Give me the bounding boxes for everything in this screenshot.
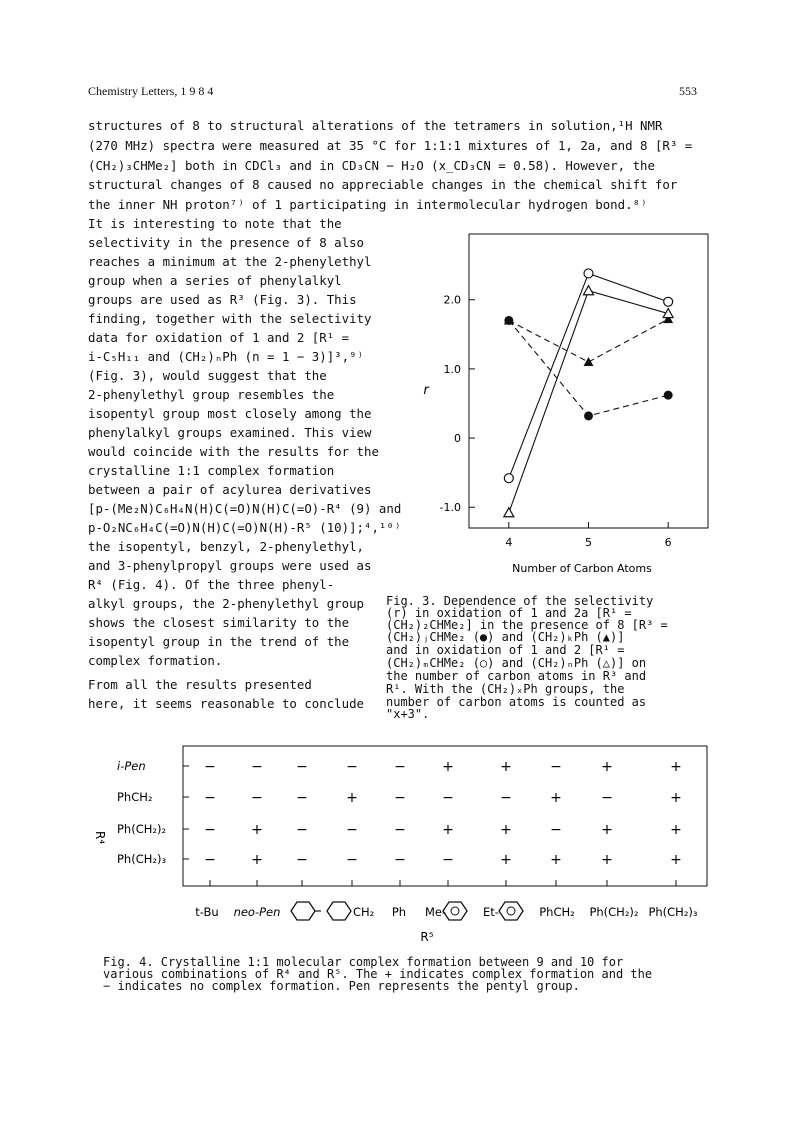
text-line: reaches a minimum at the 2-phenylethyl — [88, 254, 372, 269]
grid-cell: − — [346, 759, 358, 775]
grid-cell: − — [296, 822, 308, 838]
data-point — [663, 314, 673, 323]
fig3-frame — [469, 234, 708, 528]
grid-cell: + — [601, 759, 613, 775]
text-line: structures of 8 to structural alterations of the tetramers in solution,¹H NMR — [88, 118, 663, 133]
journal-header: Chemistry Letters, 1 9 8 4 — [88, 84, 214, 98]
fig3-xlabel: Number of Carbon Atoms — [512, 562, 652, 575]
text-line: would coincide with the results for the — [88, 444, 379, 459]
text-line: 2-phenylethyl group resembles the — [88, 387, 335, 402]
data-point — [584, 269, 593, 278]
text-line: phenylalkyl groups examined. This view — [88, 425, 372, 440]
y-tick-label: 1.0 — [443, 362, 461, 376]
caption-line: various combinations of R⁴ and R⁵. The + indicates complex formation and the — [103, 967, 653, 981]
caption-line: Fig. 4. Crystalline 1:1 molecular complex formation between 9 and 10 for — [103, 955, 624, 969]
col-label-phch23: Ph(CH₂)₃ — [648, 905, 698, 919]
grid-cell: − — [296, 759, 308, 775]
data-point — [504, 474, 513, 483]
text-line: (Fig. 3), would suggest that the — [88, 368, 327, 383]
grid-cell: + — [251, 852, 263, 868]
text-line: crystalline 1:1 complex formation — [88, 463, 335, 478]
grid-cell: − — [346, 852, 358, 868]
text-line: the isopentyl, benzyl, 2-phenylethyl, — [88, 539, 365, 554]
caption-line: (r) in oxidation of 1 and 2a [R¹ = — [386, 606, 632, 620]
series-line — [509, 273, 668, 478]
grid-cell: − — [204, 852, 216, 868]
text-line: selectivity in the presence of 8 also — [88, 235, 365, 250]
grid-cell: − — [296, 790, 308, 806]
caption-line: and in oxidation of 1 and 2 [R¹ = — [386, 643, 625, 657]
row-label: i-Pen — [117, 759, 146, 773]
grid-cell: + — [500, 852, 512, 868]
col-label-phch22: Ph(CH₂)₂ — [589, 905, 639, 919]
text-line: isopentyl group in the trend of the — [88, 634, 350, 649]
text-line: isopentyl group most closely among the — [88, 406, 372, 421]
grid-cell: − — [346, 822, 358, 838]
grid-cell: − — [394, 759, 406, 775]
row-label: Ph(CH₂)₂ — [117, 822, 167, 836]
cyclohexyl-icon — [291, 902, 321, 920]
series-line — [509, 319, 668, 362]
grid-cell: − — [601, 790, 613, 806]
text-line: alkyl groups, the 2-phenylethyl group — [88, 596, 365, 611]
col-label-neopen: neo-Pen — [233, 905, 281, 919]
series-line — [509, 320, 668, 415]
fig4-xlabel: R⁵ — [420, 930, 434, 944]
grid-cell: + — [670, 822, 682, 838]
caption-line: − indicates no complex formation. Pen represents the pentyl group. — [103, 979, 580, 993]
text-line: p-O₂NC₆H₄C(=O)N(H)C(=O)N(H)-R⁵ (10)];⁴,¹⁰⁾ — [88, 520, 402, 535]
grid-cell: + — [670, 790, 682, 806]
grid-cell: + — [251, 822, 263, 838]
data-point — [504, 508, 514, 517]
x-tick-label: 5 — [585, 536, 592, 549]
text-line: groups are used as R³ (Fig. 3). This — [88, 292, 357, 307]
data-point — [504, 315, 514, 324]
caption-line: (CH₂)ⱼCHMe₂ (●) and (CH₂)ₖPh (▲)] — [386, 630, 625, 644]
grid-cell: − — [394, 822, 406, 838]
grid-cell: − — [251, 759, 263, 775]
grid-cell: + — [500, 822, 512, 838]
page-number: 553 — [679, 84, 697, 98]
text-line: structural changes of 8 caused no appreciable changes in the chemical shift for — [88, 177, 678, 192]
text-line: complex formation. — [88, 653, 223, 668]
col-label-et: Et- — [483, 905, 499, 919]
caption-line: R¹. With the (CH₂)ₓPh groups, the — [386, 682, 625, 696]
y-tick-label: 2.0 — [443, 293, 461, 307]
text-line: finding, together with the selectivity — [88, 311, 372, 326]
row-label: PhCH₂ — [117, 790, 153, 804]
grid-cell: − — [204, 822, 216, 838]
text-line: R⁴ (Fig. 4). Of the three phenyl- — [88, 577, 335, 592]
grid-cell: − — [394, 852, 406, 868]
text-line: and 3-phenylpropyl groups were used as — [88, 558, 372, 573]
grid-cell: − — [550, 759, 562, 775]
ethylphenyl-icon — [483, 902, 523, 920]
fig3-ylabel: r — [423, 383, 429, 398]
grid-cell: + — [550, 790, 562, 806]
x-tick-label: 4 — [505, 536, 513, 549]
grid-cell: + — [601, 822, 613, 838]
data-point — [584, 286, 594, 295]
col-label-ch2: CH₂ — [353, 905, 375, 919]
text-line: here, it seems reasonable to conclude — [88, 696, 365, 711]
y-tick-label: -1.0 — [439, 501, 461, 515]
caption-line: Fig. 3. Dependence of the selectivity — [386, 594, 654, 608]
caption-line: "x+3". — [386, 707, 430, 721]
grid-cell: − — [204, 790, 216, 806]
fig4-ylabel: R⁴ — [93, 831, 107, 845]
grid-cell: + — [670, 852, 682, 868]
data-point — [584, 357, 594, 366]
grid-cell: + — [601, 852, 613, 868]
caption-line: the number of carbon atoms in R³ and — [386, 669, 647, 683]
data-point — [663, 309, 673, 318]
text-line: (270 MHz) spectra were measured at 35 °C for 1:1:1 mixtures of 1, 2a, and 8 [R³ = — [88, 138, 693, 153]
grid-cell: + — [346, 790, 358, 806]
grid-cell: − — [204, 759, 216, 775]
col-label-me: Me- — [425, 905, 447, 919]
grid-cell: + — [670, 759, 682, 775]
caption-line: number of carbon atoms is counted as — [386, 695, 647, 709]
text-line: data for oxidation of 1 and 2 [R¹ = — [88, 330, 350, 345]
data-point — [584, 411, 593, 420]
grid-cell: + — [442, 822, 454, 838]
text-line: (CH₂)₃CHMe₂] both in CDCl₃ and in CD₃CN − H₂O (x_CD₃CN = 0.58). However, the — [88, 158, 655, 173]
grid-cell: − — [296, 852, 308, 868]
col-label-phch2: PhCH₂ — [539, 905, 575, 919]
series-line — [509, 291, 668, 513]
grid-cell: − — [251, 790, 263, 806]
text-line: group when a series of phenylalkyl — [88, 273, 342, 288]
grid-cell: − — [500, 790, 512, 806]
x-tick-label: 6 — [664, 536, 672, 549]
data-point — [664, 391, 673, 400]
grid-cell: + — [550, 852, 562, 868]
text-line: [p-(Me₂N)C₆H₄N(H)C(=O)N(H)C(=O)-R⁴ (9) and — [88, 501, 402, 516]
data-point — [664, 297, 673, 306]
col-label-tbu: t-Bu — [195, 905, 219, 919]
tolyl-icon — [425, 902, 467, 920]
text-line: the inner NH proton⁷⁾ of 1 participating in intermolecular hydrogen bond.⁸⁾ — [88, 197, 648, 212]
text-line: shows the closest similarity to the — [88, 615, 350, 630]
data-point — [504, 316, 513, 325]
caption-line: (CH₂)₂CHMe₂] in the presence of 8 [R³ = — [386, 618, 668, 632]
y-tick-label: 0 — [454, 432, 461, 446]
row-label: Ph(CH₂)₃ — [117, 852, 167, 866]
text-line: between a pair of acylurea derivatives — [88, 482, 372, 497]
text-line: i-C₅H₁₁ and (CH₂)ₙPh (n = 1 − 3)]³,⁹⁾ — [88, 349, 365, 364]
text-line: From all the results presented — [88, 677, 312, 692]
cyclohexylmethyl-icon — [327, 902, 374, 920]
fig4-frame — [183, 746, 707, 886]
grid-cell: − — [550, 822, 562, 838]
text-line: It is interesting to note that the — [88, 216, 342, 231]
grid-cell: + — [442, 759, 454, 775]
grid-cell: − — [442, 790, 454, 806]
grid-cell: + — [500, 759, 512, 775]
col-label-ph: Ph — [391, 905, 407, 919]
grid-cell: − — [442, 852, 454, 868]
caption-line: (CH₂)ₘCHMe₂ (○) and (CH₂)ₙPh (△)] on — [386, 656, 647, 670]
grid-cell: − — [394, 790, 406, 806]
